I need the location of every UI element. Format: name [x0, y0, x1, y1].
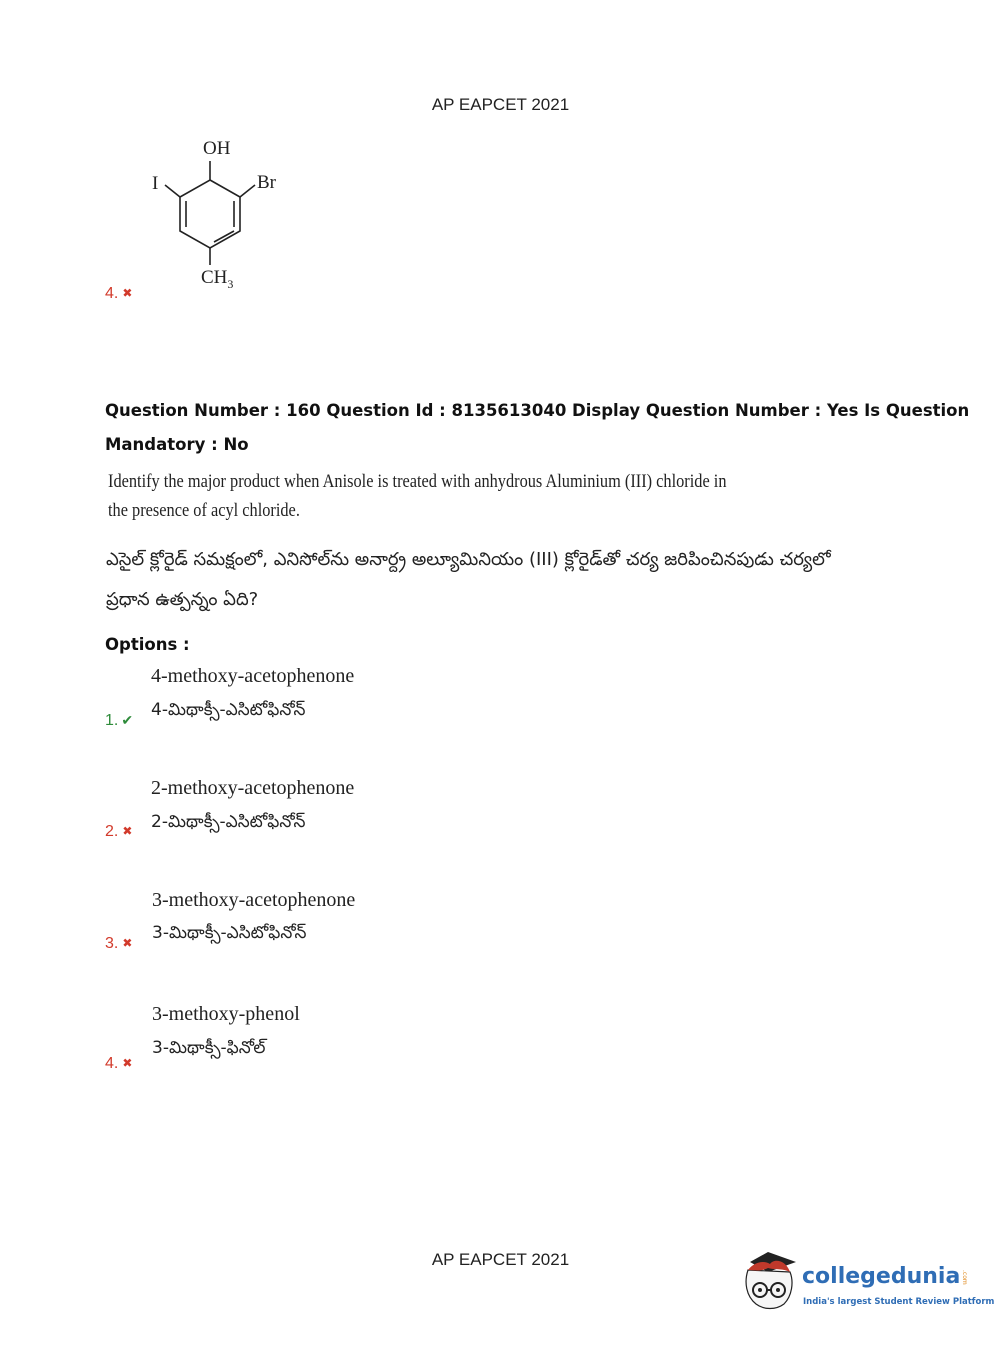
option-2-te: 2-మిథాక్సీ-ఎసిటోఫినోన్ — [151, 812, 306, 832]
structure-label-bromo: Br — [257, 172, 276, 193]
question-meta-line2: Mandatory : No — [105, 435, 249, 454]
option-1-te: 4-మిథాక్సీ-ఎసిటోఫినోన్ — [151, 700, 306, 720]
chemical-structure — [145, 135, 295, 295]
brand-suffix: .com — [961, 1270, 968, 1285]
collegedunia-logo[interactable] — [740, 1248, 995, 1318]
options-label: Options : — [105, 635, 190, 654]
question-text-te-line2: ప్రధాన ఉత్పన్నం ఏది? — [106, 589, 259, 610]
question-text-en-line1: Identify the major product when Anisole is treated with anhydrous Aluminium (III) chloride in — [108, 471, 727, 492]
option-1-en: 4-methoxy-acetophenone — [151, 665, 355, 687]
question-text-en-line2: the presence of acyl chloride. — [108, 500, 300, 521]
option-3-te: 3-మిథాక్సీ-ఎసిటోఫినోన్ — [152, 923, 307, 943]
cross-icon: ✖ — [122, 1056, 133, 1070]
cross-icon: ✖ — [122, 286, 133, 300]
page-footer-title: AP EAPCET 2021 — [431, 1250, 570, 1269]
question-text-te-line1: ఎసైల్ క్లోరైడ్ సమక్షంలో, ఎనిసోల్‌ను అనార్ద్ర అల్యూమినియం (III) క్లోరైడ్‌తో చర్య జరిపించినపుడు చర్యలో — [106, 549, 831, 570]
option-1-number: 1. — [105, 712, 119, 729]
option-2-marker — [105, 823, 132, 841]
option-4-number: 4. — [105, 1055, 119, 1072]
brand-name: collegedunia — [802, 1264, 961, 1289]
option-1-marker — [105, 712, 133, 730]
page-header-title: AP EAPCET 2021 — [431, 95, 570, 114]
option-3-marker — [105, 935, 132, 953]
prev-option-4-marker — [105, 285, 132, 303]
brand-tagline: India's largest Student Review Platform — [803, 1297, 995, 1307]
option-3-number: 3. — [105, 935, 119, 952]
option-2-en: 2-methoxy-acetophenone — [151, 777, 355, 799]
structure-label-methyl: $CH_3$ — [201, 267, 234, 291]
structure-label-oh: OH — [203, 138, 231, 159]
prev-option-number: 4. — [105, 285, 119, 302]
mascot-icon — [740, 1248, 802, 1314]
structure-label-iodo: I — [152, 173, 159, 194]
cross-icon: ✖ — [122, 824, 133, 838]
question-meta-line1: Question Number : 160 Question Id : 8135613040 Display Question Number : Yes Is Question — [105, 401, 970, 420]
check-icon: ✔ — [121, 712, 134, 728]
option-3-en: 3-methoxy-acetophenone — [152, 889, 356, 911]
option-4-te: 3-మిథాక్సీ-ఫినోల్ — [152, 1038, 266, 1058]
option-4-marker — [105, 1055, 132, 1073]
option-2-number: 2. — [105, 823, 119, 840]
option-4-en: 3-methoxy-phenol — [152, 1003, 300, 1025]
cross-icon: ✖ — [122, 936, 133, 950]
